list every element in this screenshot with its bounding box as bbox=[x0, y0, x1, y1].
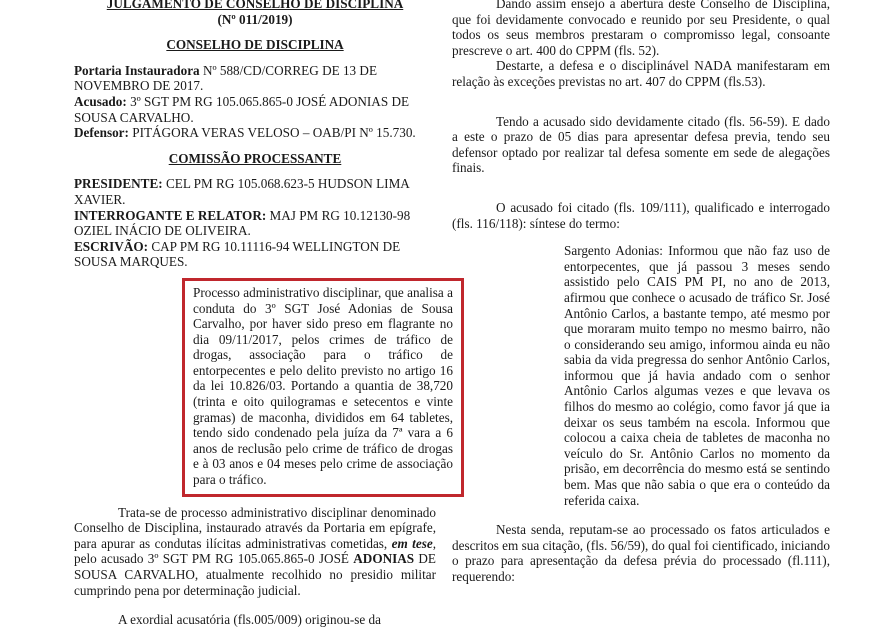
interrogante-text: MAJ PM RG 10.12130-98 OZIEL INÁCIO DE OLIVEIRA. bbox=[74, 207, 411, 239]
paragraph-exordial: A exordial acusatória (fls.005/009) originou-se da bbox=[118, 612, 381, 628]
presidente-text: CEL PM RG 105.068.623-5 HUDSON LIMA XAVIER. bbox=[74, 176, 410, 207]
paragraph-interrogation: O acusado foi citado (fls. 109/111), qualificado e interrogado (fls. 116/118): síntese do termo: bbox=[452, 199, 830, 231]
acusado-text: 3º SGT PM RG 105.065.865-0 JOSÉ ADONIAS DE SOUSA CARVALHO. bbox=[74, 93, 410, 125]
paragraph-defense-exceptions: Destarte, a defesa e o disciplinável NADA manifestaram em relação às exceções previstas no art. 407 do CPPM (fls.53). bbox=[452, 58, 830, 89]
portaria-label: Portaria Instauradora bbox=[74, 62, 200, 78]
paragraph-convocation: Dando assim ensejo a abertura deste Conselho de Disciplina, que foi devidamente convocado e reunido por seu Presidente, o qual todos os seus membros prestaram o compromisso legal, consoante prescreve o art. 400 do CPPM (fls. 52). bbox=[452, 0, 830, 58]
acusado-line bbox=[74, 94, 436, 125]
presidente-label: PRESIDENTE: bbox=[74, 176, 163, 192]
portaria-line bbox=[74, 63, 436, 94]
document-title: JULGAMENTO DE CONSELHO DE DISCIPLINA bbox=[106, 0, 404, 11]
paragraph-conclusion: Nesta senda, reputam-se ao processado os fatos articulados e descritos em sua citação, (fls. 56/59), do qual foi cientificado, iniciando o prazo para apresentação da defesa prévia do processado (fl.111), requerendo: bbox=[452, 522, 830, 584]
interrogation-quote: Sargento Adonias: Informou que não faz uso de entorpecentes, que já passou 3 meses sendo assistido pelo CAIS PM PI, no ano de 2013, afirmou que conhece o acusado de tráfico Sr. José Antônio Carlos, a bastante tempo, até mesmo por que moraram muito tempo no mesmo bairro, não o considerando seu amigo, informou ainda eu não sabia da vida pregressa do senhor Antônio Carlos, informou que já havia andado com o senhor Antônio Carlos algumas vezes e que levava os filhos do mesmo ao colégio, como favor já que ia deixar os seus também na escola. Informou que colocou a caixa cheia de tabletes de maconha no veículo do Sr. Antônio Carlos no momento da prisão, em decorrência do mesmo está se sentindo bem. Mas que não sabia o que era o conteúdo da referida caixa. bbox=[564, 243, 830, 508]
defensor-label: Defensor: bbox=[74, 125, 129, 141]
paragraph-context-emphasis: em tese bbox=[391, 535, 433, 551]
defensor-text: PITÁGORA VERAS VELOSO – OAB/PI Nº 15.730. bbox=[128, 125, 416, 141]
council-heading: CONSELHO DE DISCIPLINA bbox=[166, 37, 344, 53]
interrogante-line bbox=[74, 208, 436, 239]
presidente-line bbox=[74, 176, 436, 207]
left-column bbox=[74, 0, 453, 628]
highlighted-summary-text: Processo administrativo disciplinar, que analisa a conduta do 3º SGT José Adonias de Sousa Carvalho, por haver sido preso em flagrante no dia 09/11/2017, pelos crimes de tráfico de drogas, associação para o tráfico de entorpecentes e pelo delito previsto no artigo 16 da lei 10.826/03. Portando a quantia de 38,720 (trinta e oito quilogramas e setecentos e vinte gramas) de maconha, divididos em 64 tabletes, tendo sido condenado pela juíza da 7ª vara a 6 anos de reclusão pelo crime de tráfico de drogas e à 03 anos e 04 meses pelo crime de associação para o tráfico. bbox=[193, 284, 453, 488]
paragraph-context-part-c: DE SOUSA CARVALHO, atualmente recolhido no presidio militar cumprindo pena por determinação judicial. bbox=[74, 551, 436, 598]
paragraph-context-part-a: Trata-se de processo administrativo disciplinar denominado Conselho de Disciplina, instaurado através da Portaria em epígrafe, para apurar as condutas ilícitas administrativas cometidas, bbox=[74, 504, 436, 551]
escrivao-text: CAP PM RG 10.11116-94 WELLINGTON DE SOUSA MARQUES. bbox=[74, 238, 401, 270]
portaria-text: Nº 588/CD/CORREG DE 13 DE NOVEMBRO DE 2017. bbox=[74, 62, 378, 94]
paragraph-context-bold-name: ADONIAS bbox=[353, 551, 415, 567]
escrivao-line bbox=[74, 239, 436, 270]
acusado-label: Acusado: bbox=[74, 93, 127, 109]
defensor-line bbox=[74, 125, 436, 141]
paragraph-citation: Tendo a acusado sido devidamente citado (fls. 56-59). E dado a este o prazo de 05 dias para apresentar defesa previa, tendo seu defensor optado por realizar tal defesa somente em sede de alegações finais. bbox=[452, 113, 830, 176]
commission-heading: COMISSÃO PROCESSANTE bbox=[168, 150, 342, 166]
paragraph-context-part-b: , pelo acusado 3º SGT PM RG 105.065.865-0 JOSÉ bbox=[74, 535, 436, 567]
highlighted-summary-box bbox=[182, 278, 464, 497]
escrivao-label: ESCRIVÃO: bbox=[74, 238, 149, 254]
interrogante-label: INTERROGANTE E RELATOR: bbox=[74, 207, 267, 223]
right-column bbox=[452, 0, 830, 585]
paragraph-context bbox=[74, 505, 436, 599]
document-number: (Nº 011/2019) bbox=[217, 11, 293, 27]
